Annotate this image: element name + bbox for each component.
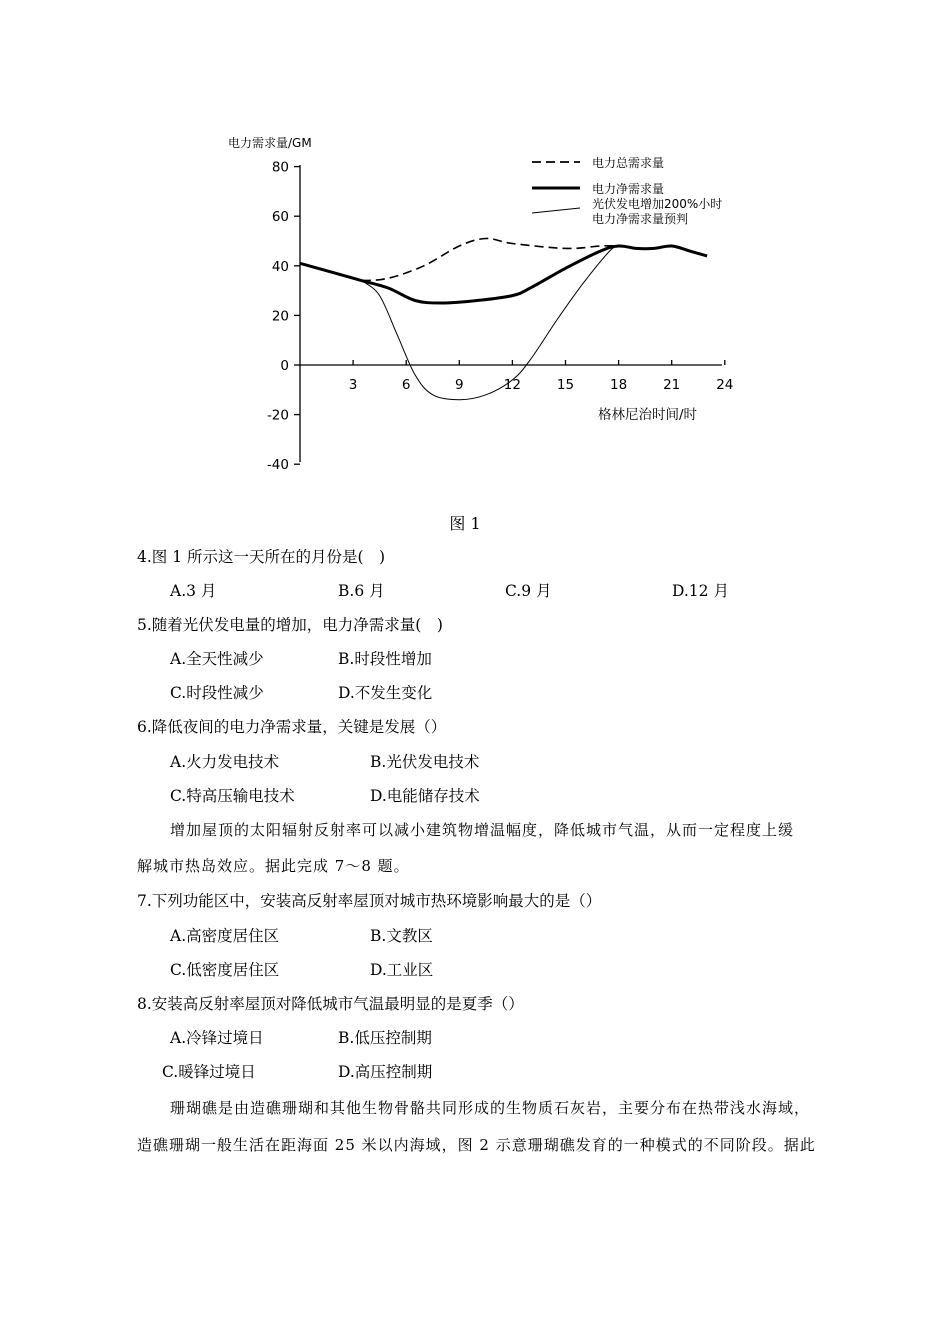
question-5-option-a[interactable]: A.全天性减少 bbox=[170, 650, 264, 668]
x-tick-label: 21 bbox=[663, 377, 681, 393]
x-tick-label: 3 bbox=[348, 377, 358, 393]
x-tick-label: 6 bbox=[401, 377, 411, 393]
question-5-option-b[interactable]: B.时段性增加 bbox=[338, 650, 432, 668]
legend-label-net: 电力净需求量 bbox=[592, 182, 665, 196]
question-5-option-d[interactable]: D.不发生变化 bbox=[338, 684, 433, 702]
question-8-option-d[interactable]: D.高压控制期 bbox=[338, 1063, 433, 1081]
question-7-option-d[interactable]: D.工业区 bbox=[370, 961, 434, 979]
question-6-option-c[interactable]: C.特高压输电技术 bbox=[170, 787, 295, 805]
series-line-solar-forecast bbox=[362, 246, 619, 400]
question-6-option-a[interactable]: A.火力发电技术 bbox=[170, 753, 280, 771]
legend-label-forecast-line1: 光伏发电增加200%小时 bbox=[592, 197, 723, 211]
y-tick-label: -40 bbox=[266, 457, 289, 474]
question-8-option-c[interactable]: C.暖锋过境日 bbox=[162, 1063, 256, 1081]
x-tick-label: 12 bbox=[503, 377, 521, 393]
y-axis-label: 电力需求量/GM bbox=[228, 136, 312, 150]
series-line-net-demand bbox=[300, 246, 707, 303]
question-7-option-c[interactable]: C.低密度居住区 bbox=[170, 961, 280, 979]
legend-label-forecast-line2: 电力净需求量预判 bbox=[592, 212, 689, 226]
passage-1-line-1: 增加屋顶的太阳辐射反射率可以减小建筑物增温幅度，降低城市气温，从而一定程度上缓 bbox=[170, 821, 795, 839]
legend-swatch-forecast bbox=[532, 208, 580, 213]
question-6-stem: 6.降低夜间的电力净需求量，关键是发展（） bbox=[137, 718, 447, 736]
y-tick-label: 20 bbox=[271, 308, 289, 325]
question-8-option-a[interactable]: A.冷锋过境日 bbox=[170, 1029, 264, 1047]
y-tick-label: 80 bbox=[271, 159, 289, 176]
x-tick-label: 24 bbox=[716, 377, 734, 393]
y-tick-label: 40 bbox=[271, 258, 289, 275]
question-8-option-b[interactable]: B.低压控制期 bbox=[338, 1029, 432, 1047]
question-4-option-d[interactable]: D.12 月 bbox=[672, 582, 729, 600]
power-demand-chart bbox=[0, 0, 950, 500]
passage-2-line-1: 珊瑚礁是由造礁珊瑚和其他生物骨骼共同形成的生物质石灰岩，主要分布在热带浅水海域， bbox=[170, 1099, 811, 1117]
question-5-option-c[interactable]: C.时段性减少 bbox=[170, 684, 264, 702]
question-7-option-a[interactable]: A.高密度居住区 bbox=[170, 927, 280, 945]
question-7-option-b[interactable]: B.文教区 bbox=[370, 927, 433, 945]
x-tick-label: 9 bbox=[455, 377, 464, 393]
legend-label-total: 电力总需求量 bbox=[592, 156, 665, 170]
question-4-option-a[interactable]: A.3 月 bbox=[170, 582, 217, 600]
question-7-stem: 7.下列功能区中，安装高反射率屋顶对城市热环境影响最大的是（） bbox=[137, 892, 602, 910]
question-6-option-d[interactable]: D.电能储存技术 bbox=[370, 787, 480, 805]
question-4-stem: 4.图 1 所示这一天所在的月份是( ) bbox=[137, 548, 386, 566]
y-tick-label: -20 bbox=[266, 407, 289, 424]
passage-2-line-2: 造礁珊瑚一般生活在距海面 25 米以内海域，图 2 示意珊瑚礁发育的一种模式的不同阶段。据此 bbox=[137, 1136, 816, 1154]
question-5-stem: 5.随着光伏发电量的增加，电力净需求量( ) bbox=[137, 616, 443, 634]
y-tick-label: 0 bbox=[280, 358, 289, 374]
question-4-option-c[interactable]: C.9 月 bbox=[505, 582, 552, 600]
x-tick-label: 15 bbox=[556, 377, 575, 393]
legend bbox=[532, 155, 722, 226]
question-8-stem: 8.安装高反射率屋顶对降低城市气温最明显的是夏季（） bbox=[137, 995, 524, 1013]
y-tick-label: 60 bbox=[271, 209, 289, 226]
x-tick-label: 18 bbox=[610, 377, 628, 393]
figure-caption: 图 1 bbox=[449, 514, 481, 533]
passage-1-line-2: 解城市热岛效应。据此完成 7～8 题。 bbox=[137, 857, 410, 875]
question-6-option-b[interactable]: B.光伏发电技术 bbox=[370, 753, 480, 771]
question-4-option-b[interactable]: B.6 月 bbox=[338, 582, 385, 600]
x-axis-label: 格林尼治时间/时 bbox=[598, 407, 698, 423]
